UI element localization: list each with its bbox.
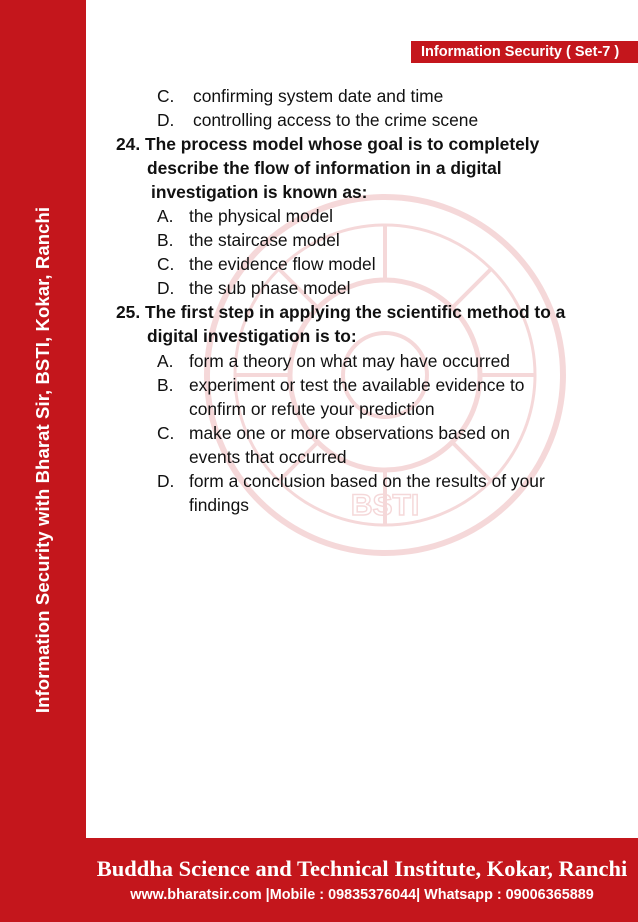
set-badge: Information Security ( Set-7 ) [411,41,638,63]
q25-option-c-cont: events that occurred [189,447,347,467]
q24-option-c: C. the evidence flow model [157,254,376,274]
q25-option-d-cont: findings [189,495,249,515]
q25-option-c: C. make one or more observations based on [157,423,510,443]
q25-line-2: digital investigation is to: [147,326,357,346]
q24-line-3: investigation is known as: [151,182,368,202]
q24-option-a: A. the physical model [157,206,334,226]
prev-option-d: D. controlling access to the crime scene [157,110,479,130]
sidebar-title: Information Security with Bharat Sir, BSTI, Kokar, Ranchi [32,206,53,714]
q25-option-a: A. form a theory on what may have occurred [157,351,510,371]
q25-option-d: D. form a conclusion based on the results of your [157,471,545,491]
contact-info: www.bharatsir.com |Mobile : 09835376044| Whatsapp : 09006365889 [130,887,594,903]
q25-option-b-cont: confirm or refute your prediction [189,399,435,419]
footer [86,838,638,922]
q24-line-1: 24. The process model whose goal is to completely [116,134,540,154]
q24-option-d: D. the sub phase model [157,278,351,298]
institute-name: Buddha Science and Technical Institute, Kokar, Ranchi [96,856,628,881]
q25-line-1: 25. The first step in applying the scientific method to a [116,302,566,322]
q24-option-b: B. the staircase model [157,230,340,250]
watermark-text: BSTI [350,489,420,522]
q25-option-b: B. experiment or test the available evidence to [157,375,525,395]
prev-option-c: C. confirming system date and time [157,86,444,106]
q24-line-2: describe the flow of information in a digital [147,158,502,178]
